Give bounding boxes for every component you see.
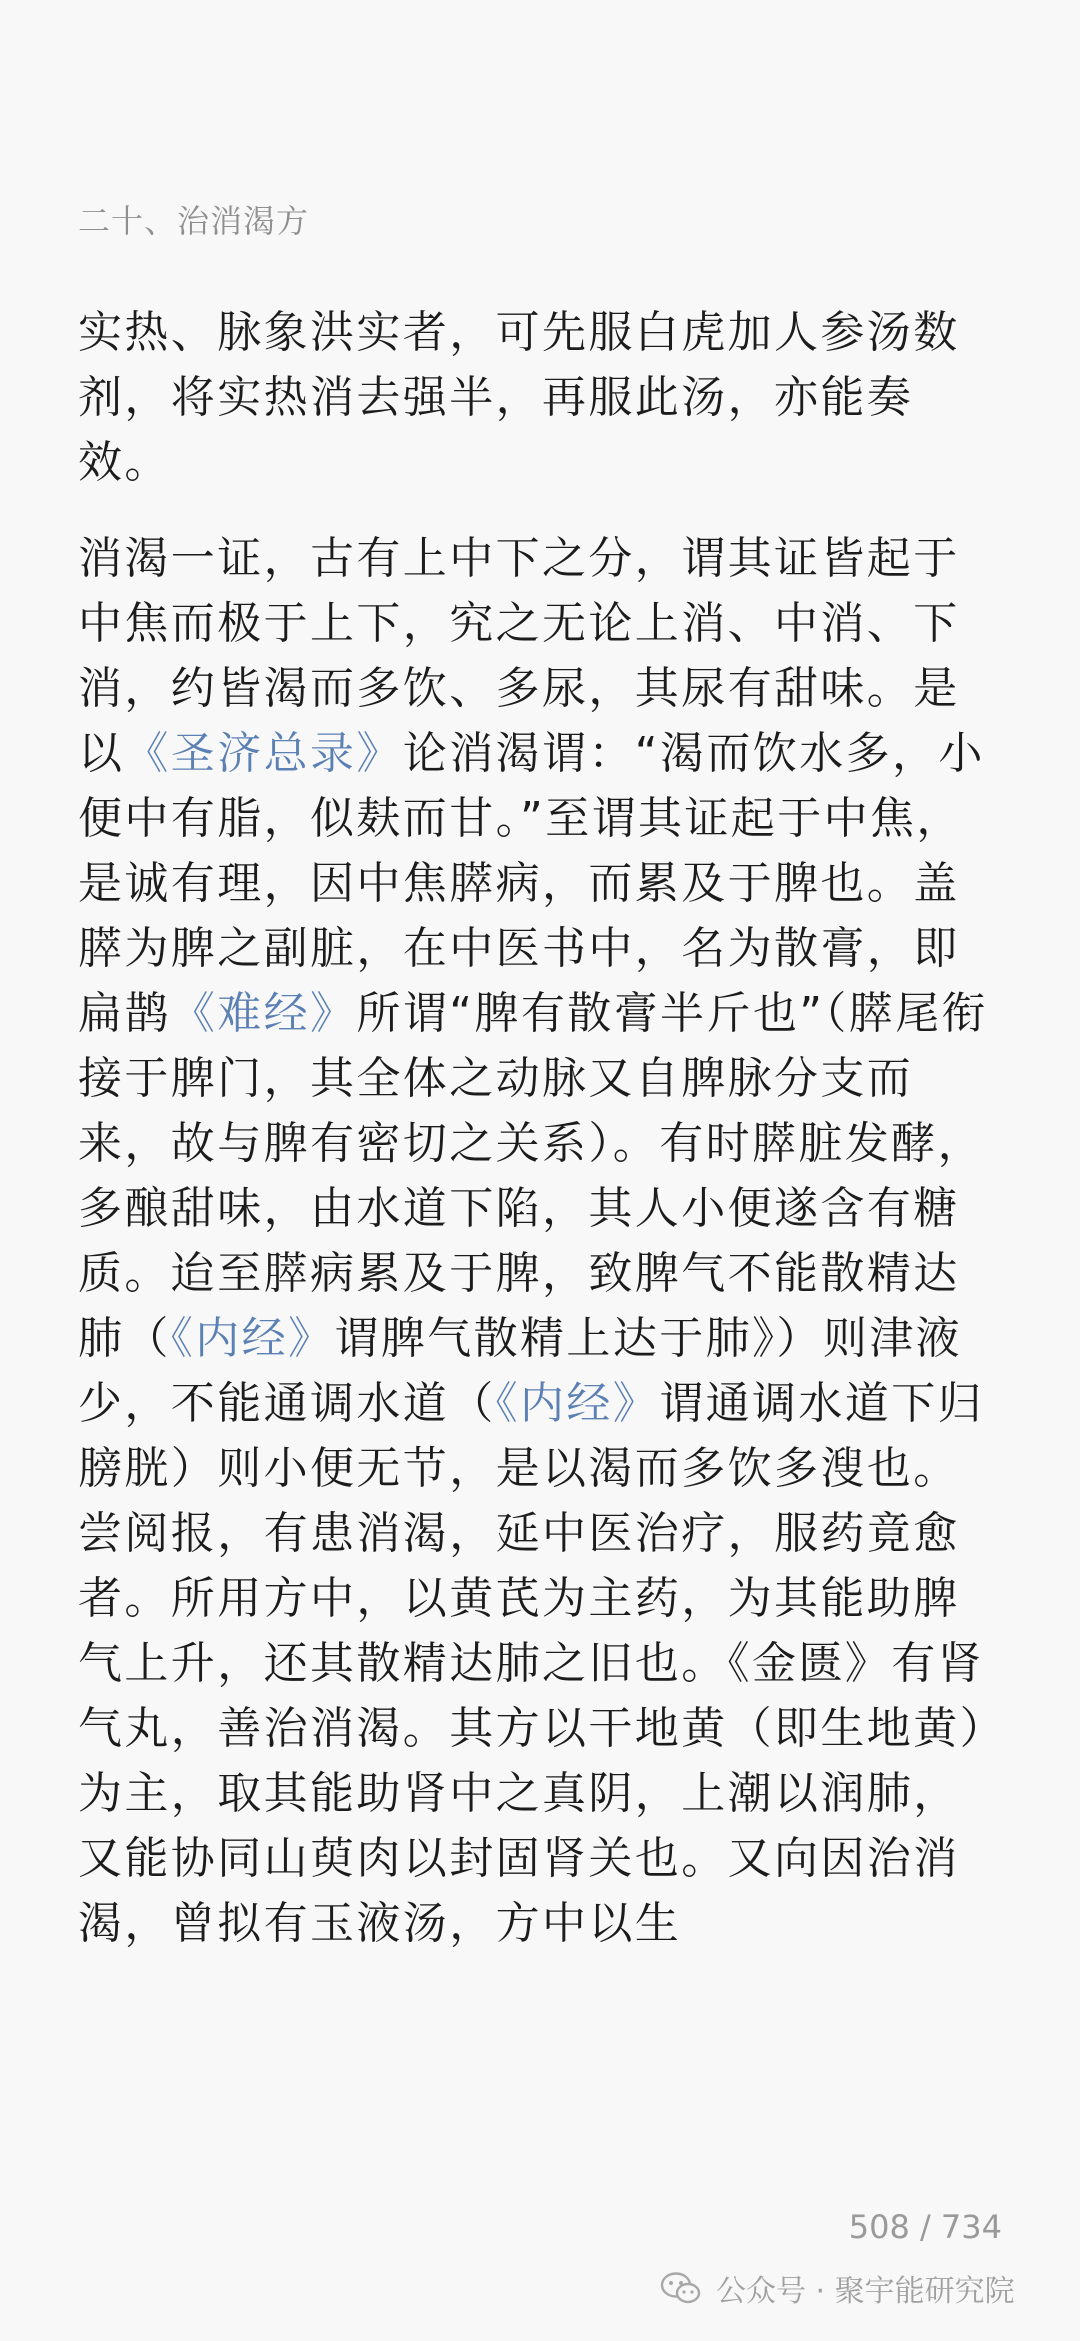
chapter-title: 二十、治消渴方 — [78, 202, 310, 240]
text-segment: 论消渴谓：“渴而饮水多，小便中有脂，似麸而甘。”至谓其证起于中焦，是诚有理，因中焦膵病，而累及于脾也。盖膵为脾之副脏，在中医书中，名为散膏，即扁鹊 — [78, 728, 985, 1039]
text-segment: 谓通调水道下归膀胱）则小便无节，是以渴而多饮多溲也。尝阅报，有患消渴，延中医治疗，服药竟愈者。所用方中，以黄芪为主药，为其能助脾气上升，还其散精达肺之旧也。《金匮》有肾气丸，善治消渴。其方以干地黄（即生地黄）为主，取其能助肾中之真阴，上潮以润肺，又能协同山萸肉以封固肾关也。又向因治消渴，曾拟有玉液汤，方中以生 — [78, 1378, 985, 1949]
text-segment: 消渴一证，古有上中下之分，谓其证皆起于中焦而极于上下，究之无论上消、中消、下消，约皆渴而多饮、多尿，其尿有甜味。是以 — [78, 533, 960, 779]
paragraph-2 — [78, 526, 1004, 1956]
book-link-nanjing[interactable]: 《难经》 — [170, 988, 357, 1039]
text-segment: 所谓“脾有散膏半斤也”（膵尾衔接于脾门，其全体之动脉又自脾脉分支而来，故与脾有密切之关系）。有时膵脏发酵，多酿甜味，由水道下陷，其人小便遂含有糖质。迨至膵病累及于脾，致脾气不能散精达肺（ — [78, 988, 989, 1364]
text-segment: 谓脾气散精上达于肺》）则津液少，不能通调水道（ — [78, 1313, 963, 1429]
book-link-neijing[interactable]: 《内经》 — [170, 1313, 335, 1364]
page-indicator: 508 / 734 — [848, 2208, 1002, 2246]
paragraph-1: 实热、脉象洪实者，可先服白虎加人参汤数剂，将实热消去强半，再服此汤，亦能奏效。 — [78, 307, 960, 488]
book-link-neijing-2[interactable]: 《内经》 — [495, 1378, 660, 1429]
book-link-shengji-zonglu[interactable]: 《圣济总录》 — [124, 728, 403, 779]
watermark-text: 公众号 · 聚宇能研究院 — [716, 2274, 1015, 2309]
reader-body — [78, 300, 1004, 1987]
wechat-icon — [660, 2271, 702, 2305]
watermark — [660, 2268, 1015, 2308]
